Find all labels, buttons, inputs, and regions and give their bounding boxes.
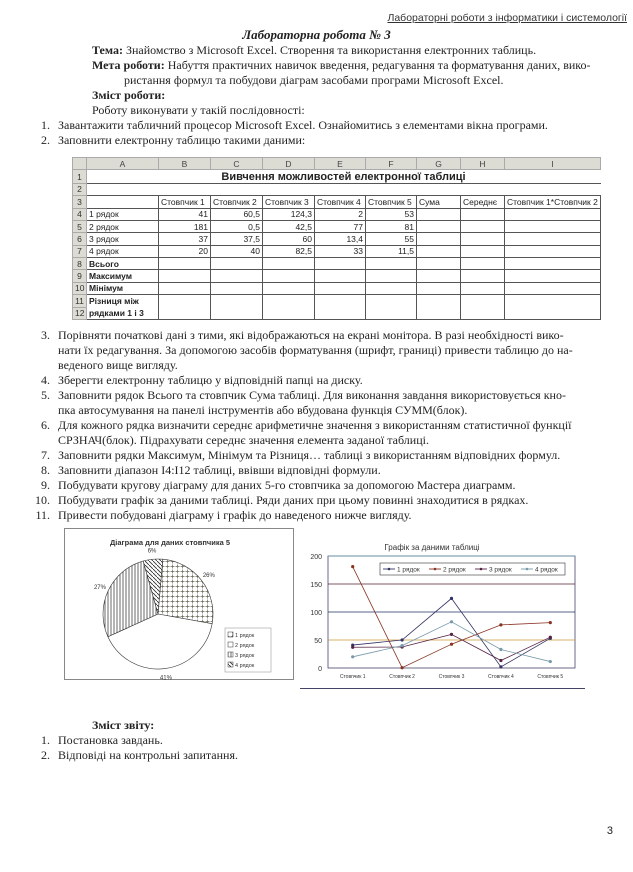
row-header[interactable]: 12 — [73, 307, 87, 319]
content-label: Зміст роботи: — [92, 88, 166, 102]
legend-marker — [434, 568, 437, 571]
cell[interactable] — [263, 258, 315, 270]
step-item: 2. Заповнити електронну таблицю такими даними: — [41, 133, 306, 147]
column-header[interactable]: F — [366, 158, 417, 170]
legend-entry: 2 рядок — [235, 643, 255, 649]
legend-marker — [480, 568, 483, 571]
table-row — [73, 282, 601, 294]
row-header[interactable]: 3 — [73, 196, 87, 208]
table-row — [73, 170, 601, 183]
cell[interactable]: 60 — [263, 233, 315, 245]
cell[interactable]: 53 — [366, 208, 417, 220]
cell[interactable]: 124,3 — [263, 208, 315, 220]
cell[interactable] — [211, 258, 263, 270]
cell[interactable] — [211, 282, 263, 294]
step-item: 3. Порівняти початкові дані з тими, які відображаються на екрані монітора. В разі необхідності вико- — [41, 328, 564, 342]
cell[interactable]: Мінімум — [87, 282, 159, 294]
row-header[interactable]: 2 — [73, 183, 87, 195]
cell[interactable] — [366, 295, 417, 320]
data-point — [401, 644, 404, 647]
report-item: 1. Постановка завдань. — [41, 733, 163, 747]
cell[interactable] — [159, 270, 211, 282]
cell[interactable]: 181 — [159, 220, 211, 232]
step-item: 5. Заповнити рядок Всього та стовпчик Сума таблиці. Для виконання завдання використовується кно- — [41, 388, 566, 402]
cell[interactable] — [461, 270, 505, 282]
cell[interactable]: 1 рядок — [87, 208, 159, 220]
cell[interactable]: 2 — [315, 208, 366, 220]
cell[interactable]: 55 — [366, 233, 417, 245]
cell[interactable] — [159, 258, 211, 270]
column-header[interactable]: H — [461, 158, 505, 170]
topic-line — [92, 43, 536, 58]
legend-entry: 1 рядок — [397, 566, 420, 574]
y-tick-label: 0 — [318, 666, 322, 673]
cell[interactable] — [159, 282, 211, 294]
topic-text: Знайомство з Microsoft Excel. Створення та використання електронних таблиць. — [125, 43, 537, 57]
row-header[interactable]: 6 — [73, 233, 87, 245]
pie-data-label: 27% — [93, 584, 106, 591]
data-point — [450, 620, 453, 623]
legend-swatch — [228, 662, 233, 667]
cell[interactable] — [417, 295, 461, 320]
header-cell[interactable]: Стовпчик 2 — [211, 196, 263, 208]
cell[interactable] — [461, 295, 505, 320]
column-header[interactable]: G — [417, 158, 461, 170]
data-point — [499, 665, 502, 668]
pie-chart — [65, 529, 295, 681]
cell[interactable]: 20 — [159, 245, 211, 257]
legend-entry: 2 рядок — [443, 566, 466, 574]
cell[interactable] — [461, 208, 505, 220]
step-continuation: веденого вище вигляду. — [58, 358, 178, 372]
legend-entry: 1 рядок — [235, 633, 255, 639]
pie-data-label: 26% — [202, 573, 215, 580]
cell[interactable]: 11,5 — [366, 245, 417, 257]
data-point — [499, 648, 502, 651]
data-point — [351, 655, 354, 658]
cell[interactable]: 33 — [315, 245, 366, 257]
table-row — [73, 245, 601, 257]
cell[interactable] — [211, 270, 263, 282]
cell[interactable]: 81 — [366, 220, 417, 232]
legend-marker — [388, 568, 391, 571]
data-point — [499, 623, 502, 626]
y-tick-label: 150 — [310, 582, 322, 589]
cell[interactable] — [505, 258, 601, 270]
table-row — [73, 196, 601, 208]
row-header[interactable]: 9 — [73, 270, 87, 282]
legend-entry: 4 рядок — [535, 566, 558, 574]
cell[interactable] — [417, 245, 461, 257]
table-row — [73, 208, 601, 220]
cell[interactable]: 3 рядок — [87, 233, 159, 245]
row-header[interactable]: 4 — [73, 208, 87, 220]
legend-swatch — [228, 642, 233, 647]
cell[interactable] — [417, 220, 461, 232]
report-label: Зміст звіту: — [92, 718, 155, 732]
cell[interactable] — [315, 258, 366, 270]
x-tick-label: Стовпчик 2 — [389, 674, 415, 680]
cell[interactable] — [417, 270, 461, 282]
cell[interactable] — [505, 208, 601, 220]
cell[interactable]: 60,5 — [211, 208, 263, 220]
cell[interactable] — [505, 245, 601, 257]
sequence-text: Роботу виконувати у такій послідовності: — [92, 103, 305, 117]
data-point — [450, 597, 453, 600]
header-cell[interactable]: Сума — [417, 196, 461, 208]
data-point — [401, 666, 404, 669]
step-item: 4. Зберегти електронну таблицю у відповідній папці на диску. — [41, 373, 363, 387]
x-tick-label: Стовпчик 3 — [438, 674, 465, 680]
data-point — [499, 659, 502, 662]
cell[interactable]: 42,5 — [263, 220, 315, 232]
legend-entry: 3 рядок — [235, 653, 255, 659]
row-header[interactable]: 1 — [73, 170, 87, 183]
cell[interactable]: 4 рядок — [87, 245, 159, 257]
table-row — [73, 183, 601, 195]
cell[interactable] — [461, 245, 505, 257]
cell[interactable]: рядками 1 і 3 — [87, 307, 159, 319]
row-header[interactable]: 10 — [73, 282, 87, 294]
cell[interactable]: 41 — [159, 208, 211, 220]
data-point — [351, 646, 354, 649]
y-tick-label: 100 — [310, 610, 322, 617]
goal-text-continued: ристання формул та побудови діаграм засобами програми Microsoft Excel. — [124, 73, 504, 87]
column-header-row — [73, 158, 601, 170]
cell[interactable] — [366, 270, 417, 282]
x-tick-label: Стовпчик 5 — [537, 674, 564, 680]
cell[interactable] — [461, 220, 505, 232]
cell[interactable]: 37 — [159, 233, 211, 245]
y-tick-label: 200 — [310, 554, 322, 561]
legend-marker — [526, 568, 529, 571]
column-header[interactable]: I — [505, 158, 601, 170]
cell[interactable] — [505, 282, 601, 294]
header-cell[interactable]: Стовпчик 1*Стовпчик 2 — [505, 196, 601, 208]
cell[interactable] — [505, 220, 601, 232]
report-item: 2. Відповіді на контрольні запитання. — [41, 748, 238, 762]
page-title: Лабораторна робота № 3 — [242, 27, 391, 42]
table-row — [73, 295, 601, 307]
cell[interactable] — [417, 258, 461, 270]
cell[interactable] — [211, 295, 263, 320]
cell[interactable] — [417, 208, 461, 220]
steps-list — [30, 328, 573, 523]
cell[interactable] — [263, 295, 315, 320]
line-chart-frame — [300, 538, 585, 688]
cell[interactable]: 40 — [211, 245, 263, 257]
table-row — [73, 258, 601, 270]
step-item: 9. Побудувати кругову діаграму для даних 5-го стовпчика за допомогою Мастера диаграмм. — [41, 478, 516, 492]
line-chart-bottom-rule — [300, 688, 585, 689]
cell[interactable] — [315, 282, 366, 294]
data-point — [450, 643, 453, 646]
step-item: 1. Завантажити табличний процесор Microsoft Excel. Ознайомитись з елементами вікна програми. — [41, 118, 548, 132]
table-row — [73, 233, 601, 245]
column-header[interactable]: D — [263, 158, 315, 170]
cell[interactable] — [87, 196, 159, 208]
cell[interactable] — [417, 233, 461, 245]
column-header[interactable]: A — [87, 158, 159, 170]
cell[interactable] — [263, 270, 315, 282]
cell[interactable] — [505, 233, 601, 245]
pie-data-label: 6% — [147, 548, 157, 555]
step-item: 6. Для кожного рядка визначити середнє арифметичне значення з використанням статистичної функції — [41, 418, 572, 432]
cell[interactable]: Максимум — [87, 270, 159, 282]
column-header[interactable]: E — [315, 158, 366, 170]
cell[interactable]: 13,4 — [315, 233, 366, 245]
cell[interactable] — [315, 270, 366, 282]
cell[interactable]: 0,5 — [211, 220, 263, 232]
goal-text: Набуття практичних навичок введення, редагування та форматування даних, вико- — [167, 58, 591, 72]
row-header[interactable]: 5 — [73, 220, 87, 232]
corner-cell[interactable] — [73, 158, 87, 170]
goal-line — [92, 58, 591, 73]
cell[interactable]: Різниця між — [87, 295, 159, 307]
cell[interactable] — [366, 282, 417, 294]
cell[interactable] — [505, 295, 601, 320]
data-point — [351, 565, 354, 568]
cell[interactable]: 77 — [315, 220, 366, 232]
x-tick-label: Стовпчик 4 — [488, 674, 514, 680]
line-chart — [300, 538, 585, 688]
step-continuation: нати їх редагування. За допомогою засобів форматування (шрифт, границі) привести таблицю до на- — [58, 343, 573, 357]
header-cell[interactable]: Стовпчик 5 — [366, 196, 417, 208]
sheet-title-cell[interactable]: Вивчення можливостей електронної таблиці — [87, 170, 601, 183]
table-row — [73, 220, 601, 232]
data-point — [401, 638, 404, 641]
step-item: 10. Побудувати графік за даними таблиці. Ряди даних при цьому повинні знаходитися в рядках. — [35, 493, 529, 507]
legend-entry: 4 рядок — [235, 663, 255, 669]
cell[interactable] — [461, 282, 505, 294]
header-cell[interactable]: Стовпчик 4 — [315, 196, 366, 208]
column-header[interactable]: C — [211, 158, 263, 170]
row-header[interactable]: 7 — [73, 245, 87, 257]
goal-label: Мета роботи: — [92, 58, 165, 72]
legend-swatch — [228, 652, 233, 657]
step-item: 7. Заповнити рядки Максимум, Мінімум та Різниця… таблиці з використанням відповідних формул. — [41, 448, 561, 462]
spreadsheet — [72, 157, 600, 320]
pie-data-label: 41% — [159, 675, 172, 681]
data-point — [450, 633, 453, 636]
page-number: 3 — [606, 825, 613, 837]
table-row — [73, 270, 601, 282]
cell[interactable] — [461, 258, 505, 270]
cell[interactable] — [417, 282, 461, 294]
topic-label: Тема: — [92, 43, 123, 57]
pie-chart-frame — [64, 528, 294, 680]
step-continuation: СРЗНАЧ(блок). Підрахувати середнє значення елемента заданої таблиці. — [58, 433, 429, 447]
cell[interactable]: 2 рядок — [87, 220, 159, 232]
pie-slice — [158, 559, 213, 623]
cell[interactable] — [263, 282, 315, 294]
column-header[interactable]: B — [159, 158, 211, 170]
step-item: 8. Заповнити діапазон I4:I12 таблиці, ввівши відповідні формули. — [41, 463, 381, 477]
row-header[interactable]: 8 — [73, 258, 87, 270]
pie-chart-title: Діаграма для даних стовпчика 5 — [109, 538, 231, 547]
legend-swatch — [228, 632, 233, 637]
line-chart-title: Графік за даними таблиці — [384, 543, 480, 552]
cell[interactable] — [505, 270, 601, 282]
running-header: Лабораторні роботи з інформатики і системології — [387, 12, 627, 24]
step-item: 11. Привести побудовані діаграму і графік до наведеного нижче вигляду. — [35, 508, 412, 522]
header-cell[interactable]: Стовпчик 3 — [263, 196, 315, 208]
cell[interactable] — [366, 258, 417, 270]
cell[interactable]: Всього — [87, 258, 159, 270]
cell[interactable] — [87, 183, 601, 195]
cell[interactable]: 82,5 — [263, 245, 315, 257]
cell[interactable] — [159, 295, 211, 320]
x-tick-label: Стовпчик 1 — [339, 674, 366, 680]
cell[interactable] — [315, 295, 366, 320]
data-point — [549, 660, 552, 663]
data-point — [549, 636, 552, 639]
cell[interactable] — [461, 233, 505, 245]
legend-entry: 3 рядок — [489, 566, 512, 574]
row-header[interactable]: 11 — [73, 295, 87, 307]
cell[interactable]: 37,5 — [211, 233, 263, 245]
step-continuation: пка автосумування на панелі інструментів або вбудована функція СУММ(блок). — [58, 403, 468, 417]
y-tick-label: 50 — [314, 638, 322, 645]
header-cell[interactable]: Середнє — [461, 196, 505, 208]
data-point — [549, 621, 552, 624]
header-cell[interactable]: Стовпчик 1 — [159, 196, 211, 208]
